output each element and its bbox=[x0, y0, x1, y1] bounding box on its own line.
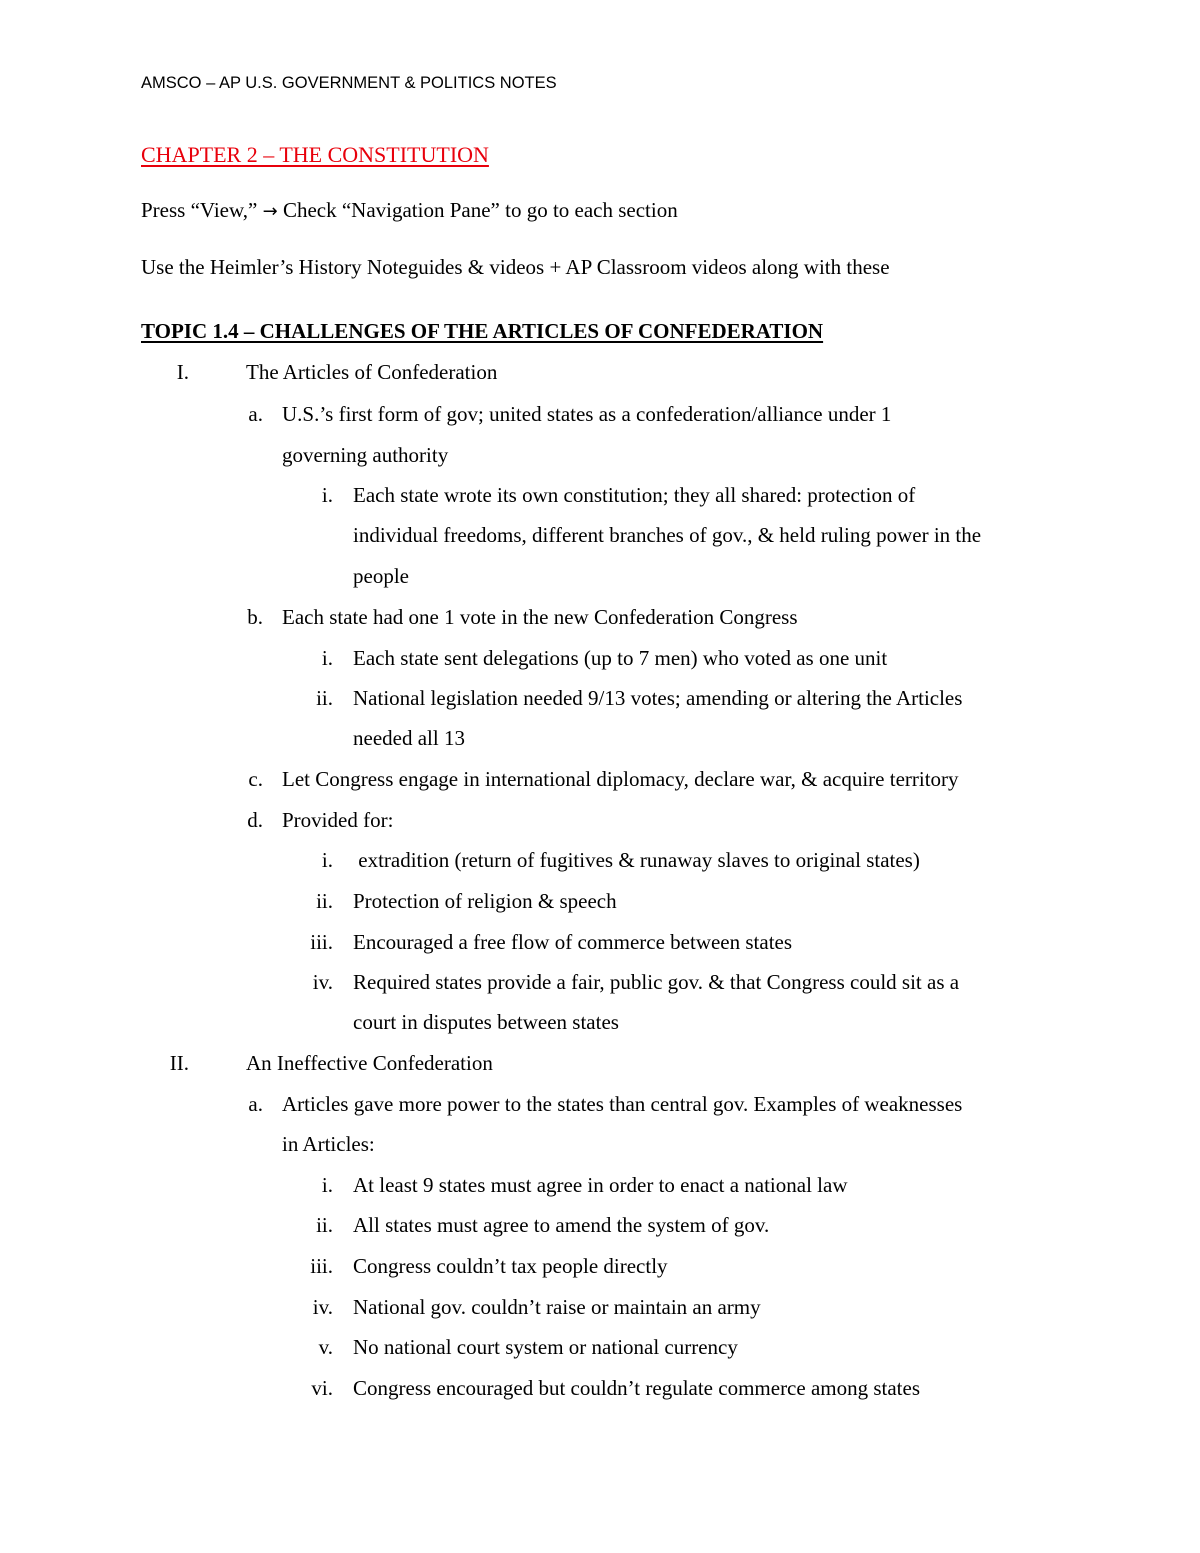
subitem-marker: vi. bbox=[311, 1376, 333, 1400]
item-text: in Articles: bbox=[282, 1132, 375, 1156]
instruction-text-after: Check “Navigation Pane” to go to each section bbox=[282, 198, 678, 222]
right-arrow-icon: → bbox=[262, 201, 278, 222]
item-text: governing authority bbox=[282, 443, 449, 467]
subitem-marker: iv. bbox=[312, 970, 333, 994]
subitem-text: National legislation needed 9/13 votes; amending or altering the Articles bbox=[353, 686, 963, 710]
chapter-title: CHAPTER 2 – THE CONSTITUTION bbox=[141, 142, 489, 167]
subitem-text: Congress encouraged but couldn’t regulate commerce among states bbox=[353, 1376, 921, 1400]
subitem-marker: ii. bbox=[316, 686, 333, 710]
item-text: Let Congress engage in international diplomacy, declare war, & acquire territory bbox=[282, 767, 959, 791]
subitem-text: needed all 13 bbox=[353, 726, 465, 750]
subitem-text: All states must agree to amend the system of gov. bbox=[353, 1213, 770, 1237]
instruction-text-before: Press “View,” bbox=[141, 198, 258, 222]
topic-heading: TOPIC 1.4 – CHALLENGES OF THE ARTICLES OF CONFEDERATION bbox=[141, 319, 824, 343]
subitem-text: Encouraged a free flow of commerce between states bbox=[353, 930, 793, 954]
subitem-marker: i. bbox=[321, 848, 333, 872]
page-header: AMSCO – AP U.S. GOVERNMENT & POLITICS NOTES bbox=[141, 74, 557, 92]
subitem-text: At least 9 states must agree in order to enact a national law bbox=[353, 1173, 848, 1197]
subitem-text: National gov. couldn’t raise or maintain an army bbox=[353, 1295, 761, 1319]
item-text: U.S.’s first form of gov; united states as a confederation/alliance under 1 bbox=[282, 402, 892, 426]
item-text: Each state had one 1 vote in the new Confederation Congress bbox=[282, 605, 798, 629]
subitem-marker: ii. bbox=[316, 1213, 333, 1237]
item-text: Provided for: bbox=[282, 808, 394, 832]
subitem-marker: iv. bbox=[312, 1295, 333, 1319]
subitem-text: Each state sent delegations (up to 7 men) who voted as one unit bbox=[353, 646, 888, 670]
item-marker: a. bbox=[248, 402, 263, 426]
section-heading: The Articles of Confederation bbox=[246, 360, 498, 384]
subitem-text: Congress couldn’t tax people directly bbox=[353, 1254, 668, 1278]
navigation-instruction bbox=[141, 198, 678, 223]
item-marker: a. bbox=[248, 1092, 263, 1116]
section-marker: II. bbox=[169, 1051, 189, 1075]
subitem-text: extradition (return of fugitives & runaway slaves to original states) bbox=[353, 848, 920, 872]
item-marker: b. bbox=[247, 605, 263, 629]
subitem-text: Protection of religion & speech bbox=[353, 889, 617, 913]
resources-instruction: Use the Heimler’s History Noteguides & videos + AP Classroom videos along with these bbox=[141, 255, 890, 279]
item-text: Articles gave more power to the states than central gov. Examples of weaknesses bbox=[282, 1092, 963, 1116]
subitem-marker: iii. bbox=[310, 930, 333, 954]
subitem-marker: i. bbox=[321, 646, 333, 670]
subitem-marker: i. bbox=[321, 483, 333, 507]
subitem-marker: v. bbox=[318, 1335, 333, 1359]
subitem-text: Required states provide a fair, public gov. & that Congress could sit as a bbox=[353, 970, 960, 994]
subitem-text: individual freedoms, different branches of gov., & held ruling power in the bbox=[353, 523, 982, 547]
subitem-text: Each state wrote its own constitution; they all shared: protection of bbox=[353, 483, 916, 507]
subitem-text: No national court system or national currency bbox=[353, 1335, 738, 1359]
subitem-marker: iii. bbox=[310, 1254, 333, 1278]
item-marker: c. bbox=[248, 767, 263, 791]
item-marker: d. bbox=[247, 808, 263, 832]
subitem-marker: ii. bbox=[316, 889, 333, 913]
subitem-text: people bbox=[353, 564, 409, 588]
section-heading: An Ineffective Confederation bbox=[246, 1051, 493, 1075]
subitem-text: court in disputes between states bbox=[353, 1010, 619, 1034]
subitem-marker: i. bbox=[321, 1173, 333, 1197]
section-marker: I. bbox=[176, 360, 189, 384]
